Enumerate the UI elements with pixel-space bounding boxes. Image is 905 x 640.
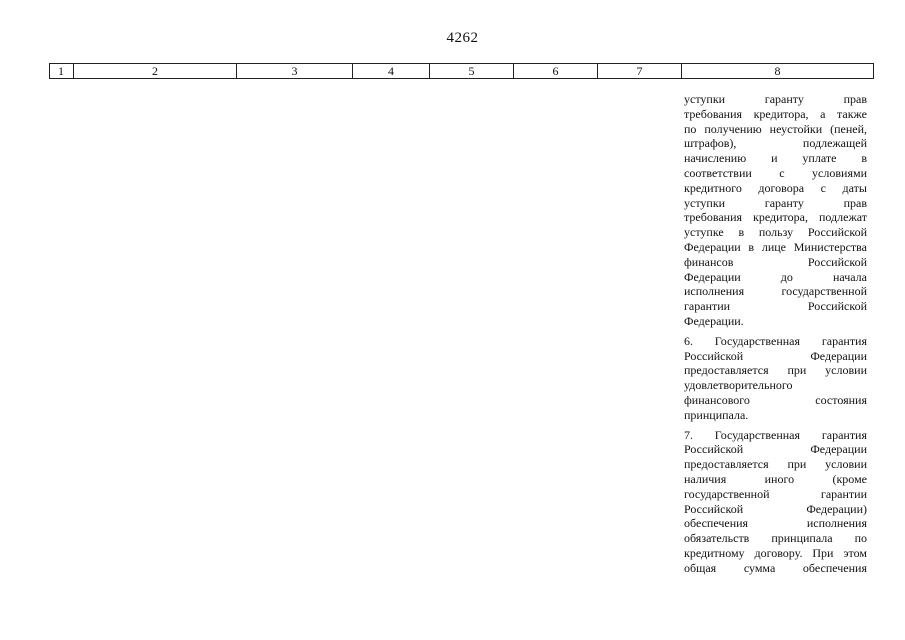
text-line: предоставляется при условии bbox=[684, 457, 867, 472]
text-line: кредитному договору. При этом bbox=[684, 545, 867, 560]
text-line: Федерации в лице Министерства bbox=[684, 239, 867, 254]
text-line: штрафов), подлежащей bbox=[684, 136, 867, 151]
text-line: удовлетворительного bbox=[684, 378, 793, 393]
text-line: Федерации до начала bbox=[684, 269, 867, 284]
text-line: финансов Российской bbox=[684, 254, 867, 269]
paragraph bbox=[684, 428, 867, 576]
text-line: государственной гарантии bbox=[684, 486, 867, 501]
column-number-2: 2 bbox=[74, 64, 237, 79]
text-line: обязательств принципала по bbox=[684, 531, 867, 546]
page-number: 4262 bbox=[446, 30, 479, 46]
text-line: уступки гаранту прав bbox=[684, 195, 867, 210]
text-line: уступке в пользу Российской bbox=[684, 225, 867, 240]
text-line: соответствии с условиями bbox=[684, 165, 867, 180]
text-line: гарантии Российской bbox=[684, 299, 867, 314]
column-number-4: 4 bbox=[353, 64, 430, 79]
text-line: требования кредитора, а также bbox=[684, 106, 867, 121]
text-line: 6. Государственная гарантия bbox=[684, 333, 867, 348]
text-line: общая сумма обеспечения bbox=[684, 560, 867, 575]
text-line: принципала. bbox=[684, 407, 749, 422]
column-number-3: 3 bbox=[237, 64, 353, 79]
text-line: Федерации. bbox=[684, 313, 744, 328]
text-line: исполнения государственной bbox=[684, 284, 867, 299]
text-line: начислению и уплате в bbox=[684, 151, 867, 166]
text-line: предоставляется при условии bbox=[684, 363, 867, 378]
text-line: Российской Федерации) bbox=[684, 501, 867, 516]
column-number-6: 6 bbox=[514, 64, 598, 79]
text-line: финансового состояния bbox=[684, 392, 867, 407]
column-number-header bbox=[49, 63, 874, 79]
text-line: требования кредитора, подлежат bbox=[684, 210, 867, 225]
column-number-5: 5 bbox=[430, 64, 514, 79]
text-line: уступки гаранту прав bbox=[684, 92, 867, 106]
text-line: Российской Федерации bbox=[684, 442, 867, 457]
text-line: наличия иного (кроме bbox=[684, 471, 867, 486]
text-line: 7. Государственная гарантия bbox=[684, 427, 867, 442]
column-number-7: 7 bbox=[598, 64, 682, 79]
column-header-row bbox=[50, 64, 874, 79]
text-line: кредитного договора с даты bbox=[684, 180, 867, 195]
text-line: обеспечения исполнения bbox=[684, 516, 867, 531]
column-number-8: 8 bbox=[682, 64, 874, 79]
text-line: по получению неустойки (пеней, bbox=[684, 121, 867, 136]
paragraph bbox=[684, 92, 867, 329]
column-number-1: 1 bbox=[50, 64, 74, 79]
text-line: Российской Федерации bbox=[684, 348, 867, 363]
paragraph bbox=[684, 334, 867, 423]
column-8-text bbox=[684, 92, 867, 581]
